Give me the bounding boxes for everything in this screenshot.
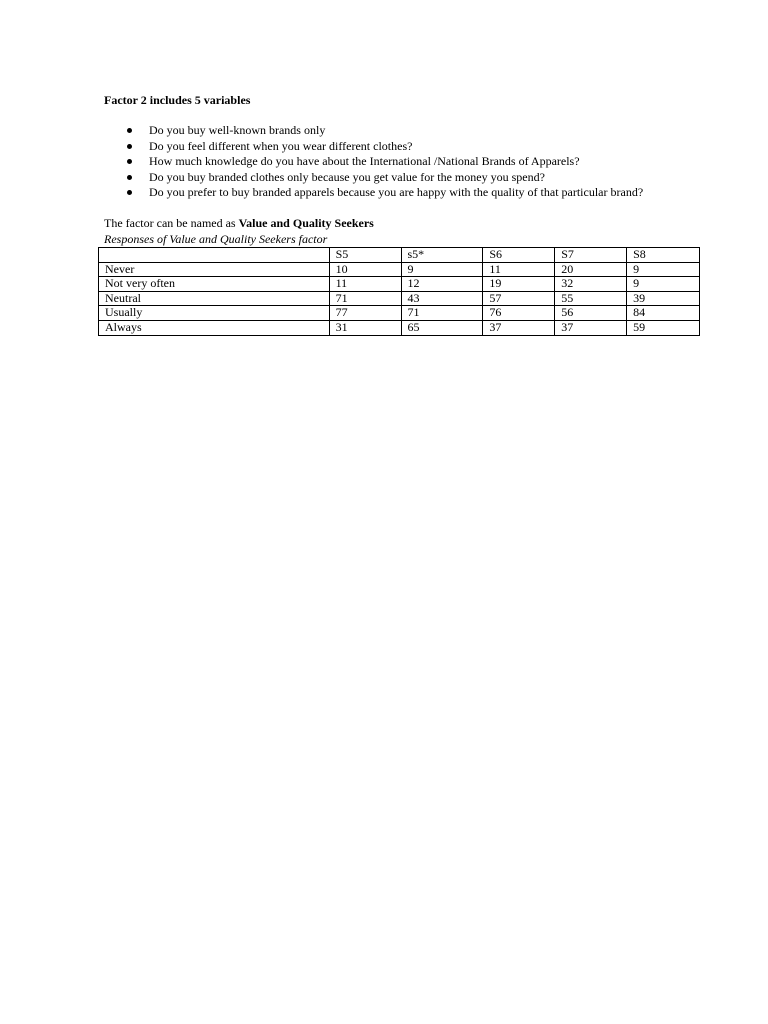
table-cell: 19 [483,277,555,292]
table-row [99,320,700,335]
header-cell [99,248,330,263]
list-item [104,170,643,186]
table-header-row [99,248,700,263]
table-cell: 39 [627,291,700,306]
table-cell: 11 [483,262,555,277]
row-label: Neutral [99,291,330,306]
bullet-icon [127,190,132,195]
bullet-icon [127,175,132,180]
table-cell: 10 [329,262,401,277]
variable-list [104,123,643,201]
table-cell: 31 [329,320,401,335]
list-item-text: Do you buy well-known brands only [149,123,326,137]
bullet-icon [127,159,132,164]
header-cell: s5* [401,248,483,263]
table-cell: 9 [401,262,483,277]
table-cell: 59 [627,320,700,335]
table-caption: Responses of Value and Quality Seekers factor [104,232,328,246]
table-row [99,291,700,306]
row-label: Never [99,262,330,277]
table-row [99,262,700,277]
list-item-text: Do you prefer to buy branded apparels because you are happy with the quality of that particular brand? [149,185,644,199]
factor-name: Value and Quality Seekers [238,216,374,230]
table-cell: 43 [401,291,483,306]
table-row [99,306,700,321]
table-cell: 11 [329,277,401,292]
section-heading: Factor 2 includes 5 variables [104,93,251,107]
bullet-icon [127,128,132,133]
table-cell: 56 [555,306,627,321]
table-cell: 77 [329,306,401,321]
table-row [99,277,700,292]
factor-prefix: The factor can be named as [104,216,239,230]
list-item-text: Do you feel different when you wear different clothes? [149,138,413,153]
table-cell: 57 [483,291,555,306]
table-cell: 71 [401,306,483,321]
table-cell: 84 [627,306,700,321]
table-cell: 9 [627,277,700,292]
header-cell: S6 [483,248,555,263]
table-cell: 32 [555,277,627,292]
header-cell: S7 [555,248,627,263]
table-cell: 71 [329,291,401,306]
list-item [104,123,643,139]
header-cell: S5 [329,248,401,263]
table-cell: 9 [627,262,700,277]
list-item [104,139,643,155]
bullet-icon [127,144,132,149]
header-cell: S8 [627,248,700,263]
list-item [104,185,643,201]
list-item-text: Do you buy branded clothes only because you get value for the money you spend? [149,169,545,184]
row-label: Usually [99,306,330,321]
row-label: Not very often [99,277,330,292]
table-cell: 20 [555,262,627,277]
responses-table [98,247,700,336]
table-cell: 55 [555,291,627,306]
row-label: Always [99,320,330,335]
list-item [104,154,643,170]
table-cell: 65 [401,320,483,335]
table-cell: 76 [483,306,555,321]
table-cell: 37 [555,320,627,335]
list-item-text: How much knowledge do you have about the International /National Brands of Apparels? [149,154,580,168]
table-cell: 37 [483,320,555,335]
factor-name-line [104,216,374,232]
table-cell: 12 [401,277,483,292]
